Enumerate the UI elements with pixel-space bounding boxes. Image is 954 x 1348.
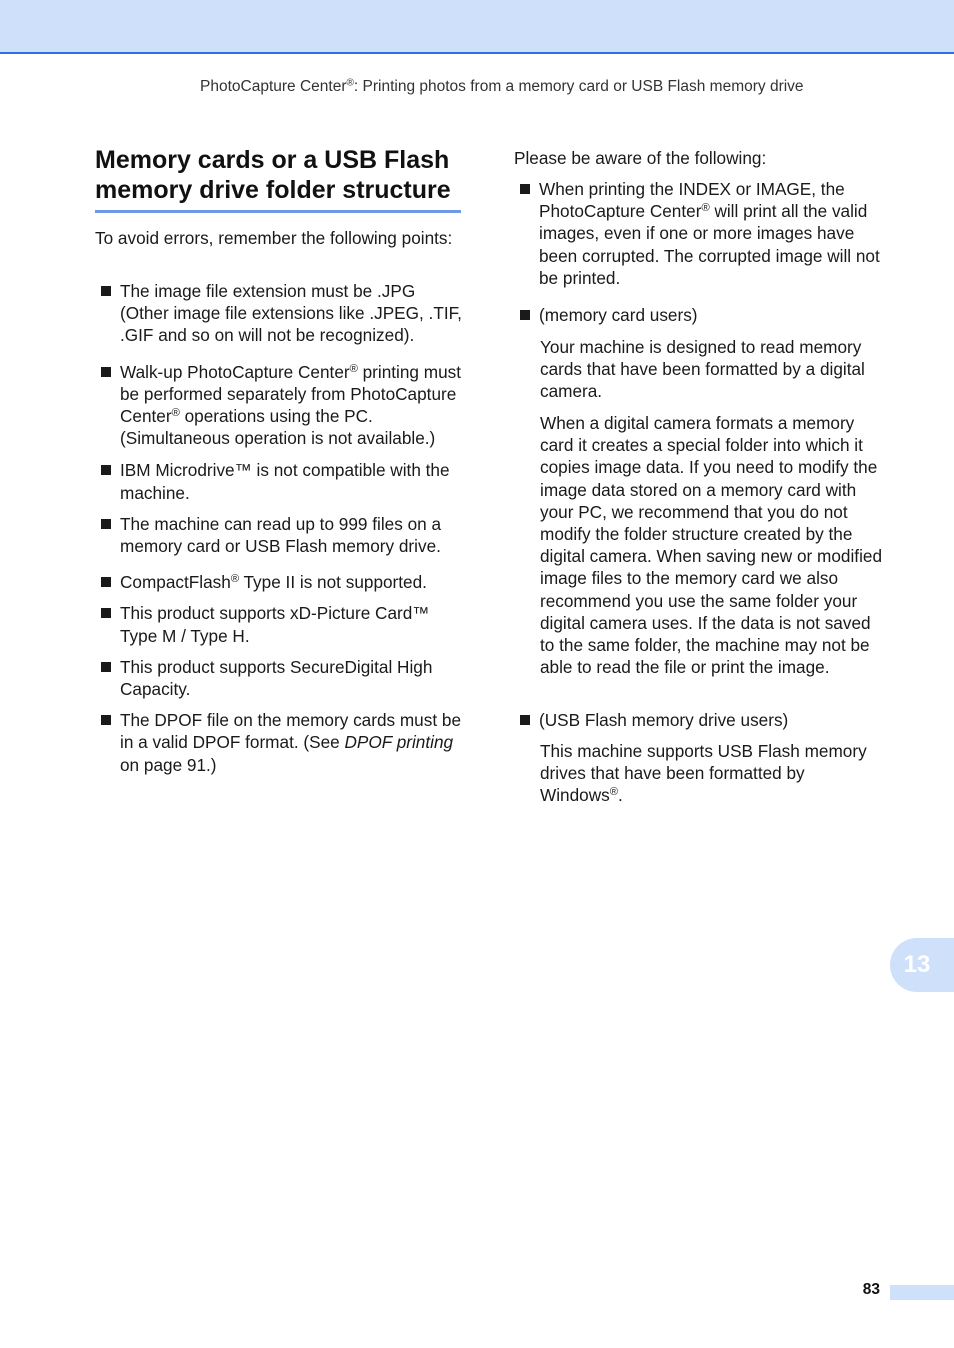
right-bullet-list-1 xyxy=(514,178,882,289)
list-item: This product supports xD-Picture Card™ Type M / Type H. xyxy=(95,602,467,646)
list-item: The image file extension must be .JPG (Other image file extensions like .JPEG, .TIF, .GIF and so on will not be recognized). xyxy=(95,280,467,347)
right-bullet-list-3 xyxy=(514,709,882,731)
top-color-band xyxy=(0,0,954,54)
list-item: (memory card users) xyxy=(514,304,882,326)
list-item: The machine can read up to 999 files on a memory card or USB Flash memory drive. xyxy=(95,513,467,557)
list-item: The DPOF file on the memory cards must be in a valid DPOF format. (See DPOF printing on page 91.) xyxy=(95,709,467,776)
memory-card-paragraph-2: When a digital camera formats a memory card it creates a special folder into which it copies image data. If you need to modify the image data stored on a memory card with your PC, we recommend that you do not modify the folder structure created by the digital camera. When saving new or modified image files to the memory card we also recommend you use the same folder your digital camera uses. If the data is not saved to the same folder, the machine may not be able to read the file or print the image. xyxy=(540,413,883,678)
bullet-square-icon xyxy=(101,662,111,672)
bullet-square-icon xyxy=(101,608,111,618)
list-item: Walk-up PhotoCapture Center® printing must be performed separately from PhotoCapture Center® operations using the PC. (Simultaneous operation is not available.) xyxy=(95,361,467,450)
list-item: (USB Flash memory drive users) xyxy=(514,709,882,731)
bullet-square-icon xyxy=(101,367,111,377)
chapter-tab: 13 xyxy=(890,938,954,992)
bullet-square-icon xyxy=(520,184,530,194)
bullet-square-icon xyxy=(101,286,111,296)
page-number-bar xyxy=(890,1285,954,1300)
bullet-square-icon xyxy=(101,465,111,475)
bullet-square-icon xyxy=(520,310,530,320)
list-item: When printing the INDEX or IMAGE, the PhotoCapture Center® will print all the valid images, even if one or more images have been corrupted. The corrupted image will not be printed. xyxy=(514,178,882,289)
bullet-square-icon xyxy=(101,715,111,725)
list-item: This product supports SecureDigital High Capacity. xyxy=(95,656,467,700)
section-title: Memory cards or a USB Flash memory drive folder structure xyxy=(95,145,461,213)
usb-paragraph: This machine supports USB Flash memory drives that have been formatted by Windows®. xyxy=(540,741,867,806)
aware-paragraph: Please be aware of the following: xyxy=(514,148,767,168)
intro-paragraph: To avoid errors, remember the following points: xyxy=(95,228,453,248)
bullet-square-icon xyxy=(101,577,111,587)
bullet-square-icon xyxy=(101,519,111,529)
page-number: 83 xyxy=(862,1281,880,1298)
list-item: CompactFlash® Type II is not supported. xyxy=(95,571,467,593)
memory-card-paragraph-1: Your machine is designed to read memory cards that have been formatted by a digital camera. xyxy=(540,337,865,402)
running-head: PhotoCapture Center®: Printing photos from a memory card or USB Flash memory drive xyxy=(200,77,804,95)
bullet-square-icon xyxy=(520,715,530,725)
right-bullet-list-2 xyxy=(514,304,882,326)
left-bullet-list xyxy=(95,280,467,776)
list-item: IBM Microdrive™ is not compatible with the machine. xyxy=(95,459,467,503)
